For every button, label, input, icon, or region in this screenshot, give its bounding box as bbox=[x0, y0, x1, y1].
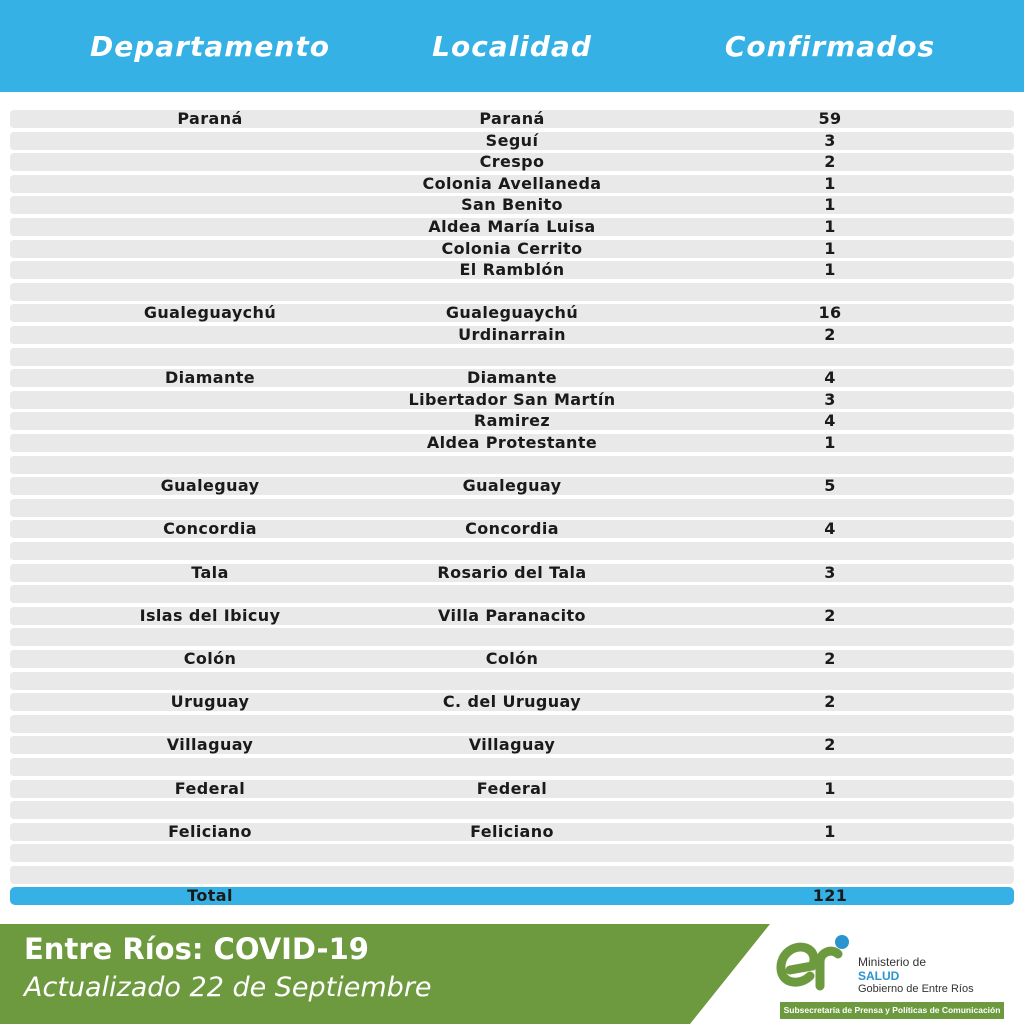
table-row bbox=[10, 844, 1014, 862]
departamento-cell bbox=[50, 196, 370, 214]
localidad-cell bbox=[352, 348, 672, 366]
departamento-cell bbox=[50, 218, 370, 236]
departamento-cell bbox=[50, 542, 370, 560]
departamento-cell: Uruguay bbox=[170, 692, 250, 712]
localidad-cell bbox=[352, 866, 672, 884]
table-row bbox=[10, 196, 1014, 214]
table-row bbox=[10, 672, 1014, 690]
table-row bbox=[10, 866, 1014, 884]
confirmados-cell bbox=[730, 715, 930, 733]
confirmados-cell bbox=[730, 628, 930, 646]
localidad-cell bbox=[352, 758, 672, 776]
localidad-cell bbox=[352, 283, 672, 301]
confirmados-cell bbox=[730, 585, 930, 603]
departamento-cell bbox=[50, 456, 370, 474]
footer bbox=[0, 924, 1024, 1024]
localidad-cell bbox=[352, 585, 672, 603]
localidad-cell bbox=[352, 499, 672, 517]
subsecretaria-banner: Subsecretaría de Prensa y Políticas de Comunicación bbox=[780, 1002, 1004, 1019]
localidad-cell: Villaguay bbox=[468, 735, 556, 755]
departamento-cell: Colón bbox=[183, 649, 237, 668]
localidad-cell bbox=[352, 672, 672, 690]
table-row bbox=[10, 607, 1014, 625]
table-row bbox=[10, 520, 1014, 538]
total-value: 121 bbox=[812, 886, 848, 905]
localidad-cell: Villa Paranacito bbox=[438, 605, 586, 625]
column-header-departamento: Departamento bbox=[90, 30, 330, 63]
localidad-cell: Concordia bbox=[465, 519, 559, 539]
departamento-cell: Villaguay bbox=[166, 735, 254, 755]
table-row bbox=[10, 499, 1014, 517]
departamento-cell: Paraná bbox=[177, 109, 243, 128]
column-header-confirmados: Confirmados bbox=[724, 30, 936, 63]
departamento-cell bbox=[50, 758, 370, 776]
localidad-cell: Aldea María Luisa bbox=[428, 217, 596, 236]
confirmados-cell: 59 bbox=[818, 109, 842, 128]
localidad-cell: C. del Uruguay bbox=[442, 692, 582, 712]
table-row bbox=[10, 585, 1014, 603]
table-row bbox=[10, 218, 1014, 236]
departamento-cell bbox=[50, 585, 370, 603]
localidad-cell: Federal bbox=[476, 778, 548, 798]
departamento-cell: Islas del Ibicuy bbox=[139, 605, 281, 625]
confirmados-cell bbox=[730, 283, 930, 301]
table-row bbox=[10, 304, 1014, 322]
footer-subtitle: Actualizado 22 de Septiembre bbox=[24, 972, 432, 1003]
departamento-cell bbox=[50, 175, 370, 193]
table-row bbox=[10, 564, 1014, 582]
departamento-cell: Feliciano bbox=[168, 821, 252, 841]
confirmados-cell: 5 bbox=[824, 476, 836, 496]
departamento-cell bbox=[50, 499, 370, 517]
total-row bbox=[10, 887, 1014, 905]
confirmados-cell: 1 bbox=[824, 195, 836, 215]
localidad-cell bbox=[352, 456, 672, 474]
table-row bbox=[10, 434, 1014, 452]
departamento-cell bbox=[50, 132, 370, 150]
localidad-cell bbox=[352, 844, 672, 862]
localidad-cell bbox=[352, 628, 672, 646]
er-logo-icon bbox=[776, 932, 852, 998]
departamento-cell bbox=[50, 391, 370, 409]
confirmados-cell: 1 bbox=[824, 173, 836, 193]
confirmados-cell bbox=[730, 758, 930, 776]
table-row bbox=[10, 391, 1014, 409]
total-label: Total bbox=[187, 886, 233, 905]
localidad-cell: Feliciano bbox=[470, 821, 554, 841]
localidad-cell: Rosario del Tala bbox=[437, 562, 587, 582]
table-row bbox=[10, 542, 1014, 560]
confirmados-cell: 4 bbox=[824, 519, 836, 539]
localidad-cell: Diamante bbox=[466, 368, 558, 388]
departamento-cell bbox=[50, 715, 370, 733]
localidad-cell bbox=[352, 715, 672, 733]
table-row bbox=[10, 412, 1014, 430]
departamento-cell bbox=[50, 326, 370, 344]
table-row bbox=[10, 369, 1014, 387]
column-header-localidad: Localidad bbox=[432, 30, 592, 63]
departamento-cell bbox=[50, 348, 370, 366]
localidad-cell bbox=[352, 801, 672, 819]
confirmados-cell bbox=[730, 542, 930, 560]
confirmados-cell: 1 bbox=[824, 217, 836, 236]
localidad-cell: El Ramblón bbox=[459, 260, 565, 280]
localidad-cell: Aldea Protestante bbox=[426, 433, 598, 452]
footer-title: Entre Ríos: COVID-19 bbox=[24, 932, 369, 966]
localidad-cell: San Benito bbox=[461, 195, 563, 215]
confirmados-cell: 3 bbox=[824, 130, 836, 150]
table-row bbox=[10, 823, 1014, 841]
localidad-cell: Colón bbox=[485, 649, 539, 668]
table-row bbox=[10, 650, 1014, 668]
departamento-cell bbox=[50, 261, 370, 279]
logo-line-salud: SALUD bbox=[858, 969, 900, 983]
table-row bbox=[10, 758, 1014, 776]
localidad-cell: Urdinarrain bbox=[458, 325, 566, 344]
table-row bbox=[10, 780, 1014, 798]
confirmados-cell: 2 bbox=[824, 152, 836, 172]
confirmados-cell: 3 bbox=[824, 562, 836, 582]
table-row bbox=[10, 801, 1014, 819]
departamento-cell: Gualeguaychú bbox=[143, 303, 277, 323]
localidad-cell: Colonia Avellaneda bbox=[422, 173, 602, 193]
table-row bbox=[10, 326, 1014, 344]
confirmados-cell: 1 bbox=[824, 238, 836, 258]
table-row bbox=[10, 110, 1014, 128]
confirmados-cell bbox=[730, 801, 930, 819]
confirmados-cell bbox=[730, 456, 930, 474]
departamento-cell bbox=[50, 801, 370, 819]
localidad-cell bbox=[352, 542, 672, 560]
departamento-cell bbox=[50, 240, 370, 258]
table-row bbox=[10, 736, 1014, 754]
departamento-cell bbox=[50, 283, 370, 301]
localidad-cell: Seguí bbox=[485, 130, 539, 150]
table-header bbox=[0, 0, 1024, 92]
departamento-cell bbox=[50, 628, 370, 646]
table-row bbox=[10, 715, 1014, 733]
departamento-cell: Diamante bbox=[164, 368, 256, 388]
localidad-cell: Crespo bbox=[479, 152, 545, 172]
table-row bbox=[10, 456, 1014, 474]
confirmados-cell: 1 bbox=[824, 260, 836, 280]
confirmados-cell: 3 bbox=[824, 389, 836, 409]
table-row bbox=[10, 628, 1014, 646]
departamento-cell: Concordia bbox=[163, 519, 257, 539]
localidad-cell: Paraná bbox=[479, 109, 545, 128]
table-row bbox=[10, 283, 1014, 301]
table-row bbox=[10, 132, 1014, 150]
departamento-cell bbox=[50, 153, 370, 171]
table-row bbox=[10, 153, 1014, 171]
departamento-cell bbox=[50, 434, 370, 452]
departamento-cell: Tala bbox=[191, 562, 229, 582]
table-row bbox=[10, 261, 1014, 279]
departamento-cell bbox=[50, 866, 370, 884]
departamento-cell: Gualeguay bbox=[160, 476, 260, 496]
departamento-cell bbox=[50, 844, 370, 862]
departamento-cell bbox=[50, 412, 370, 430]
table-row bbox=[10, 477, 1014, 495]
localidad-cell: Gualeguay bbox=[462, 476, 562, 496]
confirmados-cell: 2 bbox=[824, 605, 836, 625]
localidad-cell: Gualeguaychú bbox=[445, 303, 579, 323]
confirmados-cell: 4 bbox=[824, 368, 836, 388]
confirmados-cell: 1 bbox=[824, 778, 836, 798]
localidad-cell: Colonia Cerrito bbox=[441, 238, 583, 258]
confirmados-cell bbox=[730, 348, 930, 366]
localidad-cell: Ramirez bbox=[473, 411, 551, 431]
departamento-cell: Federal bbox=[174, 778, 246, 798]
confirmados-cell: 2 bbox=[824, 649, 836, 668]
departamento-cell bbox=[50, 672, 370, 690]
confirmados-cell: 4 bbox=[824, 411, 836, 431]
confirmados-cell bbox=[730, 866, 930, 884]
localidad-cell: Libertador San Martín bbox=[408, 389, 616, 409]
logo-line-gobierno: Gobierno de Entre Ríos bbox=[858, 983, 974, 995]
confirmados-cell bbox=[730, 844, 930, 862]
logo-line-ministerio: Ministerio de bbox=[858, 955, 927, 969]
table-row bbox=[10, 240, 1014, 258]
confirmados-cell: 2 bbox=[824, 735, 836, 755]
confirmados-cell: 2 bbox=[824, 692, 836, 712]
table-row bbox=[10, 175, 1014, 193]
table-row bbox=[10, 693, 1014, 711]
table-row bbox=[10, 348, 1014, 366]
confirmados-cell: 16 bbox=[818, 303, 842, 323]
confirmados-cell: 1 bbox=[824, 433, 836, 452]
confirmados-cell bbox=[730, 499, 930, 517]
confirmados-cell: 2 bbox=[824, 325, 836, 344]
confirmados-cell bbox=[730, 672, 930, 690]
confirmados-cell: 1 bbox=[824, 821, 836, 841]
ministerio-logo bbox=[776, 932, 1006, 1020]
